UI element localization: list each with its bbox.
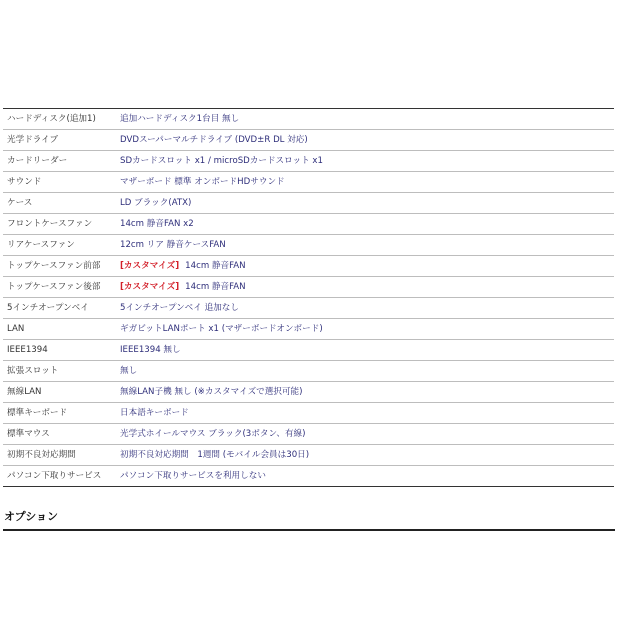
spec-label: ケース bbox=[3, 193, 117, 214]
spec-row bbox=[3, 382, 614, 403]
option-section-heading: オプション bbox=[3, 510, 615, 531]
spec-row bbox=[3, 424, 614, 445]
spec-row bbox=[3, 172, 614, 193]
spec-table bbox=[3, 108, 614, 487]
spec-label: 初期不良対応期間 bbox=[3, 445, 117, 466]
spec-value: IEEE1394 無し bbox=[117, 340, 614, 361]
spec-value: パソコン下取りサービスを利用しない bbox=[117, 466, 614, 487]
spec-value-text: 14cm 静音FAN bbox=[185, 282, 246, 292]
spec-value bbox=[117, 277, 614, 298]
spec-value: 5インチオープンベイ 追加なし bbox=[117, 298, 614, 319]
spec-label: トップケースファン前部 bbox=[3, 256, 117, 277]
spec-label: 5インチオープンベイ bbox=[3, 298, 117, 319]
spec-label: リアケースファン bbox=[3, 235, 117, 256]
spec-value: 追加ハードディスク1台目 無し bbox=[117, 109, 614, 130]
spec-row bbox=[3, 445, 614, 466]
spec-row bbox=[3, 277, 614, 298]
spec-label: サウンド bbox=[3, 172, 117, 193]
spec-value: DVDスーパーマルチドライブ (DVD±R DL 対応) bbox=[117, 130, 614, 151]
spec-row bbox=[3, 340, 614, 361]
spec-row bbox=[3, 298, 614, 319]
spec-value: 初期不良対応期間 1週間 (モバイル会員は30日) bbox=[117, 445, 614, 466]
spec-row bbox=[3, 130, 614, 151]
spec-value-text: 14cm 静音FAN bbox=[185, 261, 246, 271]
spec-label: 標準キーボード bbox=[3, 403, 117, 424]
spec-label: IEEE1394 bbox=[3, 340, 117, 361]
spec-value bbox=[117, 256, 614, 277]
spec-label: 光学ドライブ bbox=[3, 130, 117, 151]
spec-value: LD ブラック(ATX) bbox=[117, 193, 614, 214]
spec-row bbox=[3, 235, 614, 256]
spec-label: カードリーダー bbox=[3, 151, 117, 172]
spec-row bbox=[3, 319, 614, 340]
spec-label: パソコン下取りサービス bbox=[3, 466, 117, 487]
customize-tag: [カスタマイズ] bbox=[120, 261, 180, 271]
spec-row bbox=[3, 256, 614, 277]
spec-value: マザーボード 標準 オンボードHDサウンド bbox=[117, 172, 614, 193]
spec-label: トップケースファン後部 bbox=[3, 277, 117, 298]
spec-value: 12cm リア 静音ケースFAN bbox=[117, 235, 614, 256]
customize-tag: [カスタマイズ] bbox=[120, 282, 180, 292]
spec-row bbox=[3, 151, 614, 172]
spec-value: ギガビットLANポート x1 (マザーボードオンボード) bbox=[117, 319, 614, 340]
spec-label: 拡張スロット bbox=[3, 361, 117, 382]
spec-label: 標準マウス bbox=[3, 424, 117, 445]
spec-value: 日本語キーボード bbox=[117, 403, 614, 424]
spec-label: 無線LAN bbox=[3, 382, 117, 403]
spec-value: 14cm 静音FAN x2 bbox=[117, 214, 614, 235]
spec-value: SDカードスロット x1 / microSDカードスロット x1 bbox=[117, 151, 614, 172]
spec-value: 無し bbox=[117, 361, 614, 382]
spec-value: 無線LAN子機 無し (※カスタマイズで選択可能) bbox=[117, 382, 614, 403]
spec-label: ハードディスク(追加1) bbox=[3, 109, 117, 130]
spec-label: フロントケースファン bbox=[3, 214, 117, 235]
spec-row bbox=[3, 403, 614, 424]
spec-row bbox=[3, 214, 614, 235]
spec-row bbox=[3, 361, 614, 382]
spec-row bbox=[3, 466, 614, 487]
spec-row bbox=[3, 109, 614, 130]
spec-value: 光学式ホイールマウス ブラック(3ボタン、有線) bbox=[117, 424, 614, 445]
spec-row bbox=[3, 193, 614, 214]
spec-label: LAN bbox=[3, 319, 117, 340]
